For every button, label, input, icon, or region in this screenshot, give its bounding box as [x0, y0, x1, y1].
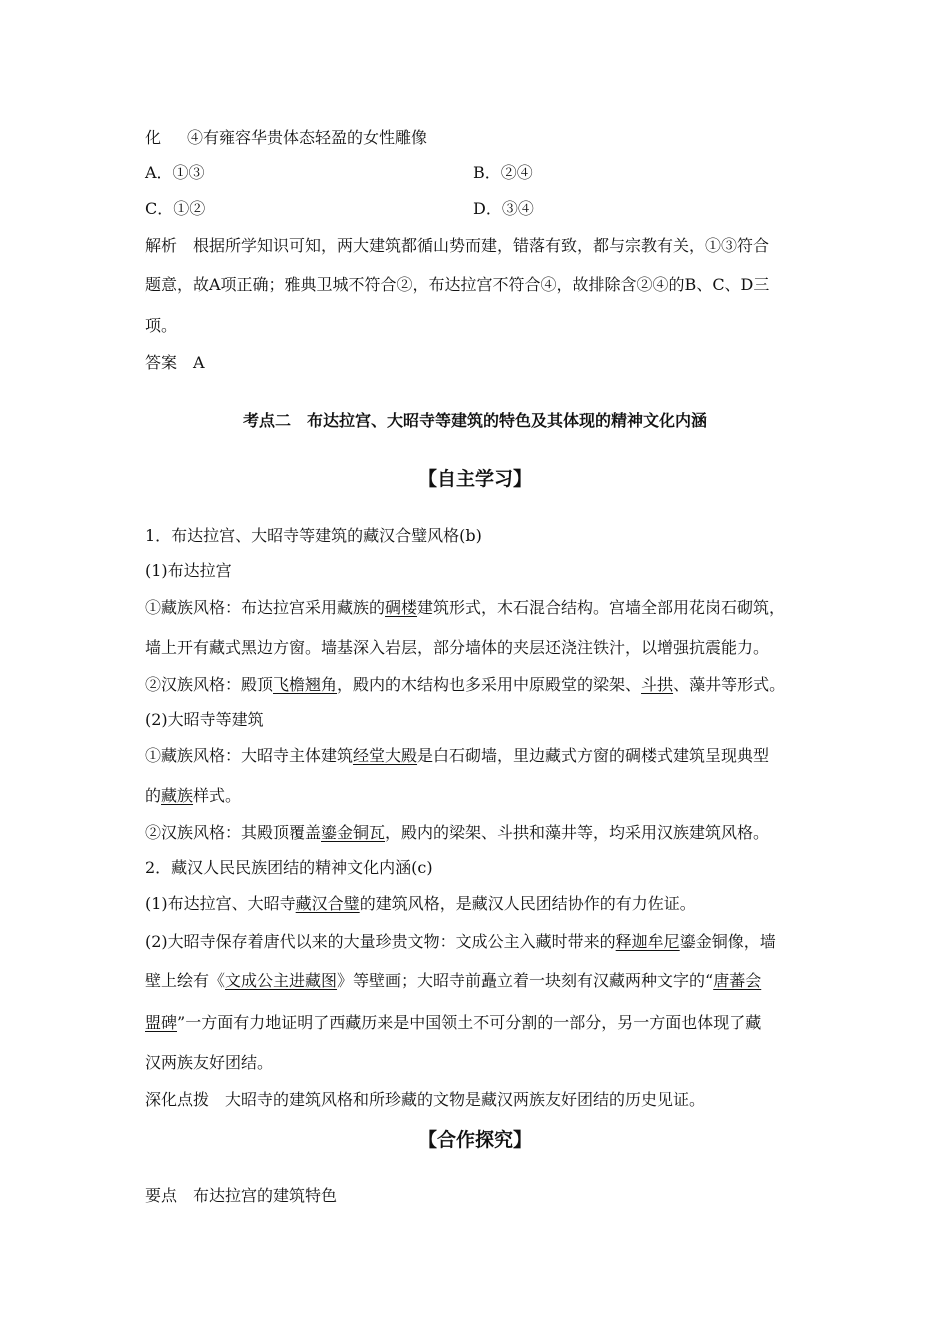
underlined-term: 鎏金铜瓦: [321, 823, 386, 842]
section-self-study: 【自主学习】: [417, 468, 532, 490]
underlined-term: 碉楼: [385, 598, 418, 617]
s1-p3-line2: 的藏族样式。: [145, 786, 242, 805]
s2-p2-line3: 盟碑”一方面有力地证明了西藏历来是中国领土不可分割的一部分，另一方面也体现了藏: [145, 1013, 762, 1032]
key-point: 要点 布达拉宫的建筑特色: [145, 1186, 338, 1205]
s1-p3-line1: ①藏族风格：大昭寺主体建筑经堂大殿是白石砌墙，里边藏式方窗的碉楼式建筑呈现典型: [145, 746, 770, 765]
key-label: 要点: [145, 1186, 178, 1205]
s2-p2-line1: (2)大昭寺保存着唐代以来的大量珍贵文物：文成公主入藏时带来的释迦牟尼鎏金铜像，墙: [145, 932, 776, 951]
analysis-label: 解析: [145, 236, 178, 255]
underlined-term: 文成公主进藏图: [225, 971, 338, 990]
s1-p2: ②汉族风格：殿顶飞檐翘角，殿内的木结构也多采用中原殿堂的梁架、斗拱、藻井等形式。: [145, 675, 786, 694]
option-d: D．③④: [473, 199, 534, 218]
s2-title: 2．藏汉人民民族团结的精神文化内涵(c): [145, 858, 433, 877]
underlined-term: 释迦牟尼: [615, 932, 680, 951]
question-tail: 化 ④有雍容华贵体态轻盈的女性雕像: [145, 128, 428, 147]
underlined-term: 经堂大殿: [353, 746, 418, 765]
underlined-term: 斗拱: [641, 675, 674, 694]
deepen-note: 深化点拨 大昭寺的建筑风格和所珍藏的文物是藏汉两族友好团结的历史见证。: [145, 1090, 706, 1109]
deepen-label: 深化点拨: [145, 1090, 210, 1109]
underlined-term: 唐蕃会: [713, 971, 762, 990]
answer: [145, 353, 820, 373]
underlined-term: 藏族: [161, 786, 194, 805]
underlined-term: 飞檐翘角: [273, 675, 338, 694]
s1-sub1: (1)布达拉宫: [145, 561, 232, 580]
section-cooperation: 【合作探究】: [417, 1129, 532, 1151]
analysis-line-3: 项。: [145, 316, 178, 335]
s2-p1: (1)布达拉宫、大昭寺藏汉合璧的建筑风格，是藏汉人民团结协作的有力佐证。: [145, 894, 696, 913]
options-row-2: [145, 199, 820, 219]
s1-title: 1．布达拉宫、大昭寺等建筑的藏汉合璧风格(b): [145, 526, 482, 545]
answer-label: 答案: [145, 353, 178, 372]
s1-p1-line2: 墙上开有藏式黑边方窗。墙基深入岩层，部分墙体的夹层还浇注铁汁，以增强抗震能力。: [145, 638, 770, 657]
underlined-term: 盟碑: [145, 1013, 178, 1032]
analysis-line-2: 题意，故A项正确；雅典卫城不符合②，布达拉宫不符合④，故排除含②④的B、C、D三: [145, 275, 770, 294]
options-row-1: [145, 163, 820, 183]
option-a: A．①③: [145, 163, 205, 182]
answer-value: A: [193, 353, 205, 372]
topic-title: 考点二 布达拉宫、大昭寺等建筑的特色及其体现的精神文化内涵: [242, 411, 707, 430]
s1-p4: ②汉族风格：其殿顶覆盖鎏金铜瓦，殿内的梁架、斗拱和藻井等，均采用汉族建筑风格。: [145, 823, 770, 842]
option-c: C．①②: [145, 199, 206, 218]
s1-p1-line1: ①藏族风格：布达拉宫采用藏族的碉楼建筑形式，木石混合结构。宫墙全部用花岗石砌筑，: [145, 598, 786, 617]
s2-p2-line4: 汉两族友好团结。: [145, 1053, 274, 1072]
underlined-term: 藏汉合璧: [295, 894, 360, 913]
s2-p2-line2: 壁上绘有《文成公主进藏图》等壁画；大昭寺前矗立着一块刻有汉藏两种文字的“唐蕃会: [145, 971, 762, 990]
option-b: B．②④: [473, 163, 533, 182]
s1-sub2: (2)大昭寺等建筑: [145, 710, 264, 729]
analysis-line-1: 解析 根据所学知识可知，两大建筑都循山势而建，错落有致，都与宗教有关，①③符合: [145, 236, 770, 255]
